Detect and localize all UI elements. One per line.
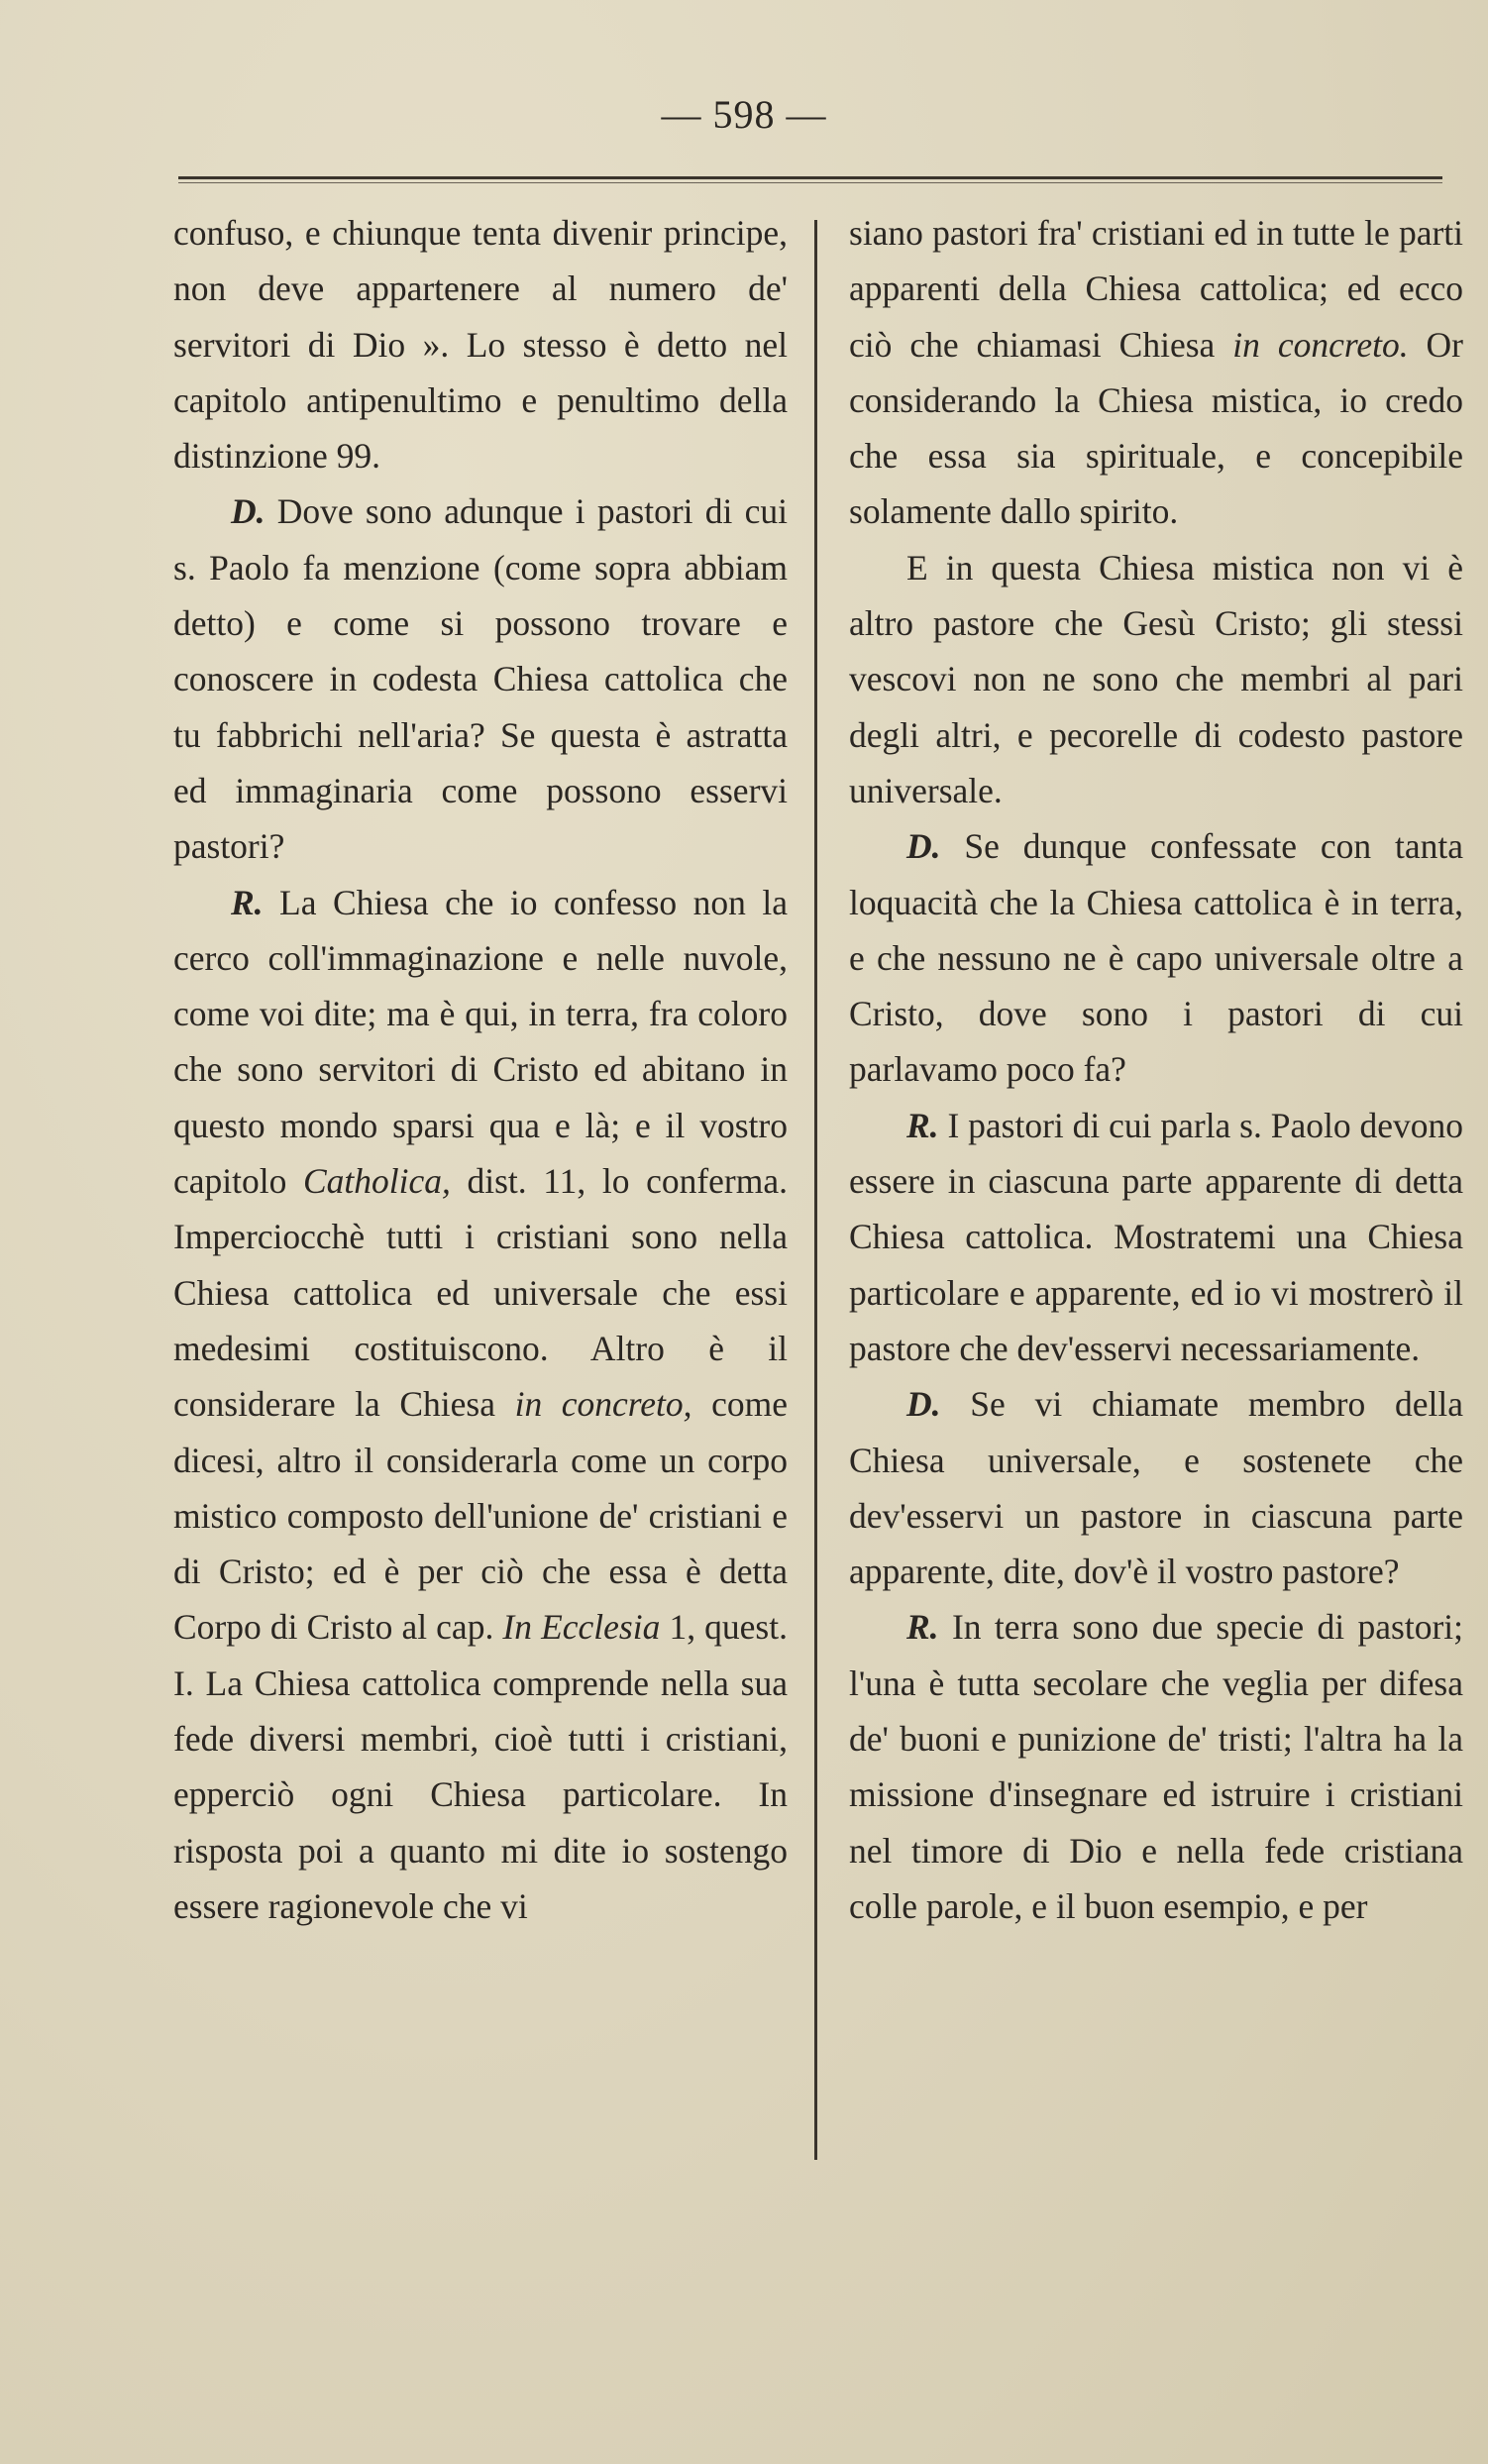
paragraph-text: 1, quest. I. La Chiesa cattolica comprende nella sua fede diversi membri, cioè tutti i cristiani, epperciò ogni Chiesa particolare. In risposta poi a quanto mi dite io sostengo essere ragionevole che vi bbox=[173, 1607, 788, 1926]
page-number: — 598 — bbox=[661, 92, 827, 137]
paragraph-text: Dove sono adunque i pastori di cui s. Paolo fa menzione (come sopra abbiam detto) e come si possono trovare e conoscere in codesta Chiesa cattolica che tu fabbrichi nell'aria? Se questa è astratta ed immaginaria come possono esservi pastori? bbox=[173, 491, 788, 867]
paragraph-text: Se vi chiamate membro della Chiesa universale, e sostenete che dev'esservi un pastore in ciascuna parte apparente, dite, dov'è il vostro pastore? bbox=[849, 1384, 1463, 1592]
paragraph-text: La Chiesa che io confesso non la cerco coll'immaginazione e nelle nuvole, come voi dite; ma è qui, in terra, fra coloro che sono servitori di Cristo ed abitano in questo mondo sparsi qua e là; e il vostro capitolo bbox=[173, 882, 788, 1202]
paragraph-text: dist. 11, lo conferma. Imperciocchè tutti i cristiani sono nella Chiesa cattolica ed universale che essi medesimi costituiscono. Altro è il considerare la Chiesa bbox=[173, 1161, 788, 1425]
paragraph-text: In terra sono due specie di pastori; l'una è tutta secolare che veglia per difesa de' buoni e punizione de' tristi; l'altra ha la missione d'insegnare ed istruire i cristiani nel timore di Dio e nella fede cristiana colle parole, e il buon esempio, e per bbox=[849, 1607, 1463, 1926]
paragraph bbox=[849, 1098, 1463, 1376]
speaker-label: D. bbox=[906, 826, 941, 867]
italic-reference: In Ecclesia bbox=[502, 1607, 661, 1648]
speaker-label: R. bbox=[906, 1105, 939, 1145]
paragraph bbox=[173, 875, 788, 1935]
paragraph bbox=[849, 1376, 1463, 1599]
paragraph-text: I pastori di cui parla s. Paolo devono essere in ciascuna parte apparente di detta Chiesa cattolica. Mostratemi una Chiesa particolare e apparente, ed io vi mostrerò il pastore che dev'esservi necessariamente. bbox=[849, 1105, 1463, 1368]
left-column bbox=[173, 205, 788, 1934]
italic-reference: Catholica, bbox=[302, 1161, 451, 1202]
speaker-label: R. bbox=[231, 882, 264, 922]
paragraph bbox=[849, 818, 1463, 1097]
speaker-label: D. bbox=[231, 491, 266, 532]
italic-term: in concreto, bbox=[514, 1384, 692, 1425]
column-divider bbox=[814, 220, 817, 2160]
paragraph bbox=[173, 483, 788, 874]
header-rule bbox=[178, 176, 1442, 183]
speaker-label: D. bbox=[906, 1384, 941, 1425]
paragraph bbox=[849, 205, 1463, 540]
paragraph-text: confuso, e chiunque tenta divenir principe, non deve appartenere al numero de' servitori di Dio ». Lo stesso è detto nel capitolo antipenultimo e penultimo della distinzione 99. bbox=[173, 213, 788, 477]
paragraph-text: siano pastori fra' cristiani ed in tutte le parti apparenti della Chiesa cattolica; ed ecco ciò che chiamasi Chiesa bbox=[849, 213, 1463, 365]
paragraph-text: E in questa Chiesa mistica non vi è altro pastore che Gesù Cristo; gli stessi vescovi non ne sono che membri al pari degli altri, e pecorelle di codesto pastore universale. bbox=[849, 547, 1463, 810]
italic-term: in concreto. bbox=[1232, 324, 1409, 365]
paragraph bbox=[849, 540, 1463, 818]
paragraph-text: Se dunque confessate con tanta loquacità che la Chiesa cattolica è in terra, e che nessuno ne è capo universale oltre a Cristo, dove sono i pastori di cui parlavamo poco fa? bbox=[849, 826, 1463, 1090]
speaker-label: R. bbox=[906, 1607, 939, 1648]
paragraph bbox=[849, 1599, 1463, 1934]
paragraph-text: come dicesi, altro il considerarla come un corpo mistico composto dell'unione de' cristiani e di Cristo; ed è per ciò che essa è detta Corpo di Cristo al cap. bbox=[173, 1384, 788, 1648]
paragraph bbox=[173, 205, 788, 483]
right-column bbox=[849, 205, 1463, 1934]
paragraph-text: Or considerando la Chiesa mistica, io credo che essa sia spirituale, e concepibile solamente dallo spirito. bbox=[849, 324, 1463, 532]
